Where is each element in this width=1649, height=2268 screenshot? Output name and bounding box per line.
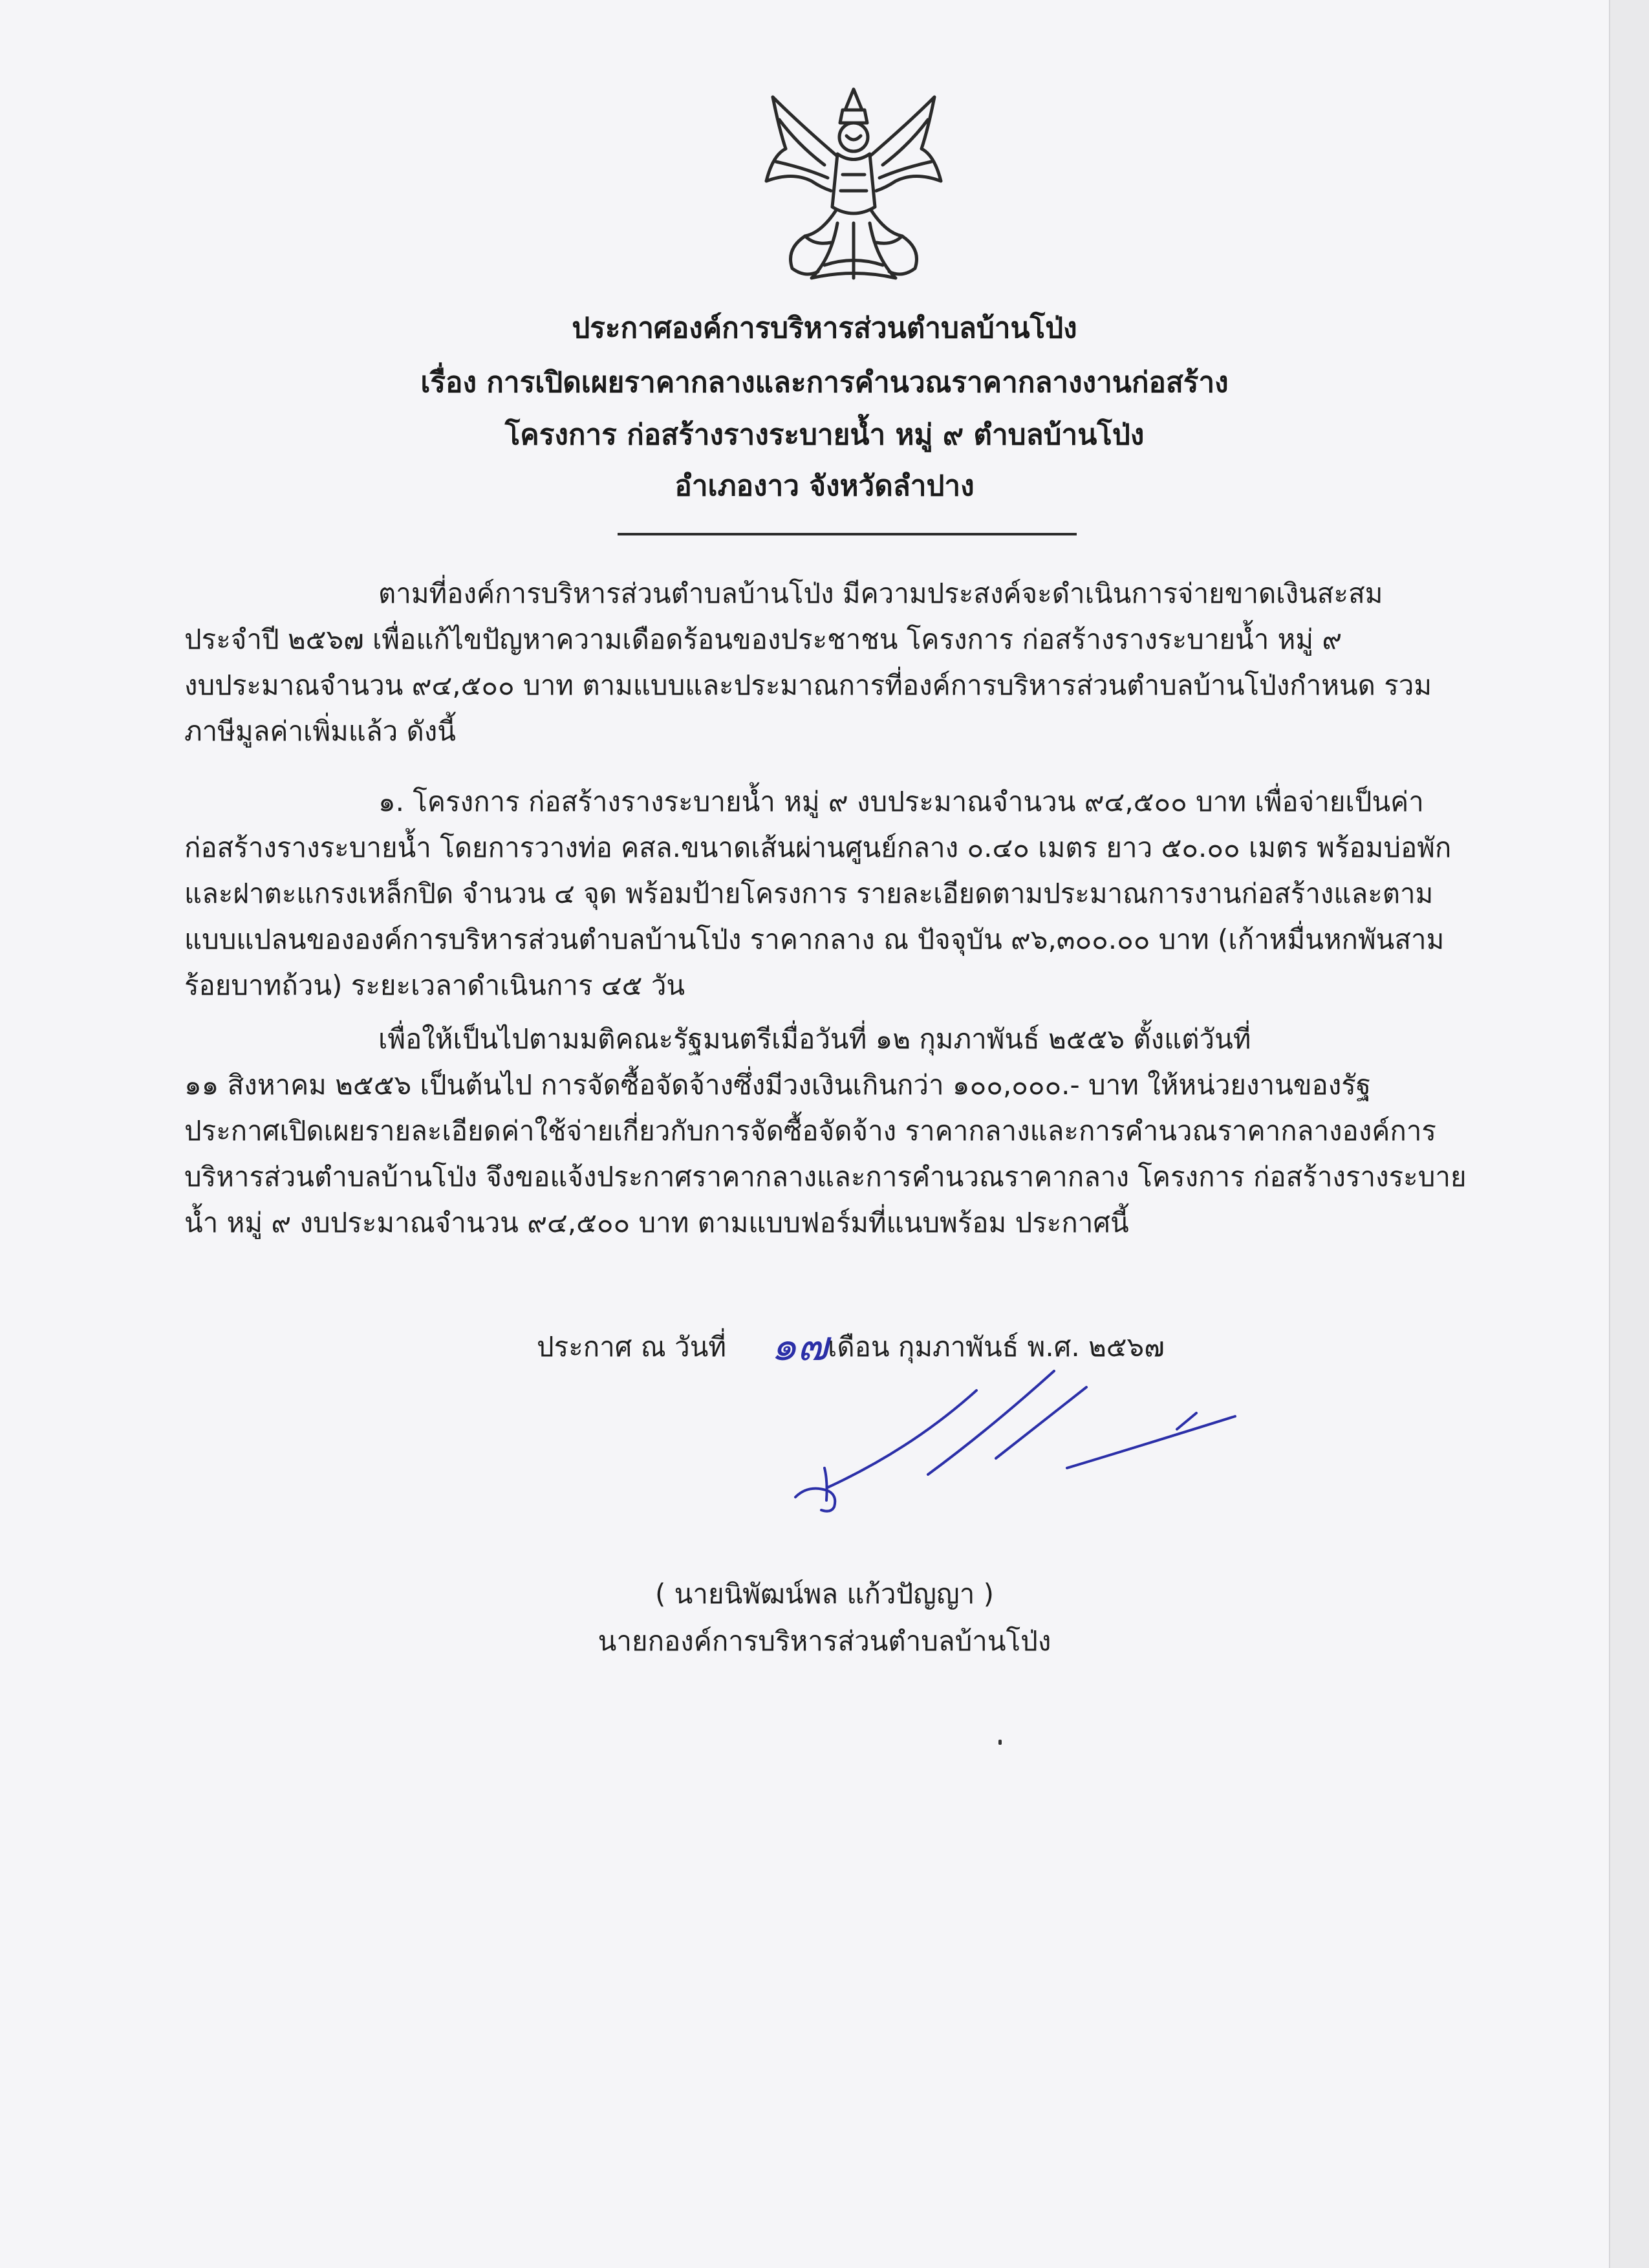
- announcement-title: ประกาศองค์การบริหารส่วนตำบลบ้านโป่ง: [572, 312, 1077, 345]
- handwritten-day: ๑๗: [771, 1323, 828, 1370]
- handwritten-signature-icon: [782, 1352, 1248, 1520]
- date-month-year: เดือน กุมภาพันธ์ พ.ศ. ๒๕๖๗: [828, 1331, 1165, 1363]
- paragraph-3-line: น้ำ หมู่ ๙ งบประมาณจำนวน ๙๔,๕๐๐ บาท ตามแบบฟอร์มที่แนบพร้อม ประกาศนี้: [184, 1207, 1129, 1238]
- paragraph-2-line: แบบแปลนขององค์การบริหารส่วนตำบลบ้านโป่ง ราคากลาง ณ ปัจจุบัน ๙๖,๓๐๐.๐๐ บาท (เก้าหมื่นหกพันสาม: [184, 923, 1445, 955]
- paragraph-3-line: บริหารส่วนตำบลบ้านโป่ง จึงขอแจ้งประกาศราคากลางและการคำนวณราคากลาง โครงการ ก่อสร้างรางระบาย: [184, 1161, 1467, 1193]
- paragraph-1-line: ตามที่องค์การบริหารส่วนตำบลบ้านโป่ง มีความประสงค์จะดำเนินการจ่ายขาดเงินสะสม: [378, 578, 1383, 609]
- subject-line: เรื่อง การเปิดเผยราคากลางและการคำนวณราคากลางงานก่อสร้าง: [420, 366, 1229, 399]
- paragraph-3-line: ประกาศเปิดเผยรายละเอียดค่าใช้จ่ายเกี่ยวกับการจัดซื้อจัดจ้าง ราคากลางและการคำนวณราคากลางองค์การ: [184, 1115, 1436, 1147]
- signatory-title: นายกองค์การบริหารส่วนตำบลบ้านโป่ง: [598, 1625, 1051, 1657]
- signatory-name: ( นายนิพัฒน์พล แก้วปัญญา ): [654, 1578, 995, 1610]
- paragraph-1-line: งบประมาณจำนวน ๙๔,๕๐๐ บาท ตามแบบและประมาณการที่องค์การบริหารส่วนตำบลบ้านโป่งกำหนด รวม: [184, 669, 1432, 701]
- paragraph-2-line: และฝาตะแกรงเหล็กปิด จำนวน ๔ จุด พร้อมป้ายโครงการ รายละเอียดตามประมาณการงานก่อสร้างและตาม: [184, 878, 1434, 909]
- paragraph-1-line: ภาษีมูลค่าเพิ่มแล้ว ดังนี้: [184, 715, 457, 747]
- paragraph-2-line: ร้อยบาทถ้วน) ระยะเวลาดำเนินการ ๔๕ วัน: [184, 969, 685, 1001]
- ink-speck: [998, 1740, 1002, 1745]
- paragraph-3-line: ๑๑ สิงหาคม ๒๕๕๖ เป็นต้นไป การจัดซื้อจัดจ้างซึ่งมีวงเงินเกินกว่า ๑๐๐,๐๐๐.- บาท ให้หน่วยงานของรัฐ: [184, 1069, 1371, 1101]
- paragraph-2-line: ก่อสร้างรางระบายน้ำ โดยการวางท่อ คสล.ขนาดเส้นผ่านศูนย์กลาง ๐.๔๐ เมตร ยาว ๕๐.๐๐ เมตร พร้อมบ่อพัก: [184, 832, 1452, 863]
- paragraph-1-line: ประจำปี ๒๕๖๗ เพื่อแก้ไขปัญหาความเดือดร้อนของประชาชน โครงการ ก่อสร้างรางระบายน้ำ หมู่ ๙: [184, 623, 1342, 655]
- paragraph-2-line: ๑. โครงการ ก่อสร้างรางระบายน้ำ หมู่ ๙ งบประมาณจำนวน ๙๔,๕๐๐ บาท เพื่อจ่ายเป็นค่า: [378, 786, 1424, 817]
- title-divider: [618, 533, 1077, 535]
- date-prefix: ประกาศ ณ วันที่: [537, 1331, 727, 1363]
- garuda-emblem-icon: [760, 84, 947, 297]
- location-line: อำเภองาว จังหวัดลำปาง: [674, 470, 975, 502]
- paragraph-3-line: เพื่อให้เป็นไปตามมติคณะรัฐมนตรีเมื่อวันที่ ๑๒ กุมภาพันธ์ ๒๕๕๖ ตั้งแต่วันที่: [378, 1023, 1251, 1055]
- project-line: โครงการ ก่อสร้างรางระบายน้ำ หมู่ ๙ ตำบลบ้านโป่ง: [504, 418, 1145, 451]
